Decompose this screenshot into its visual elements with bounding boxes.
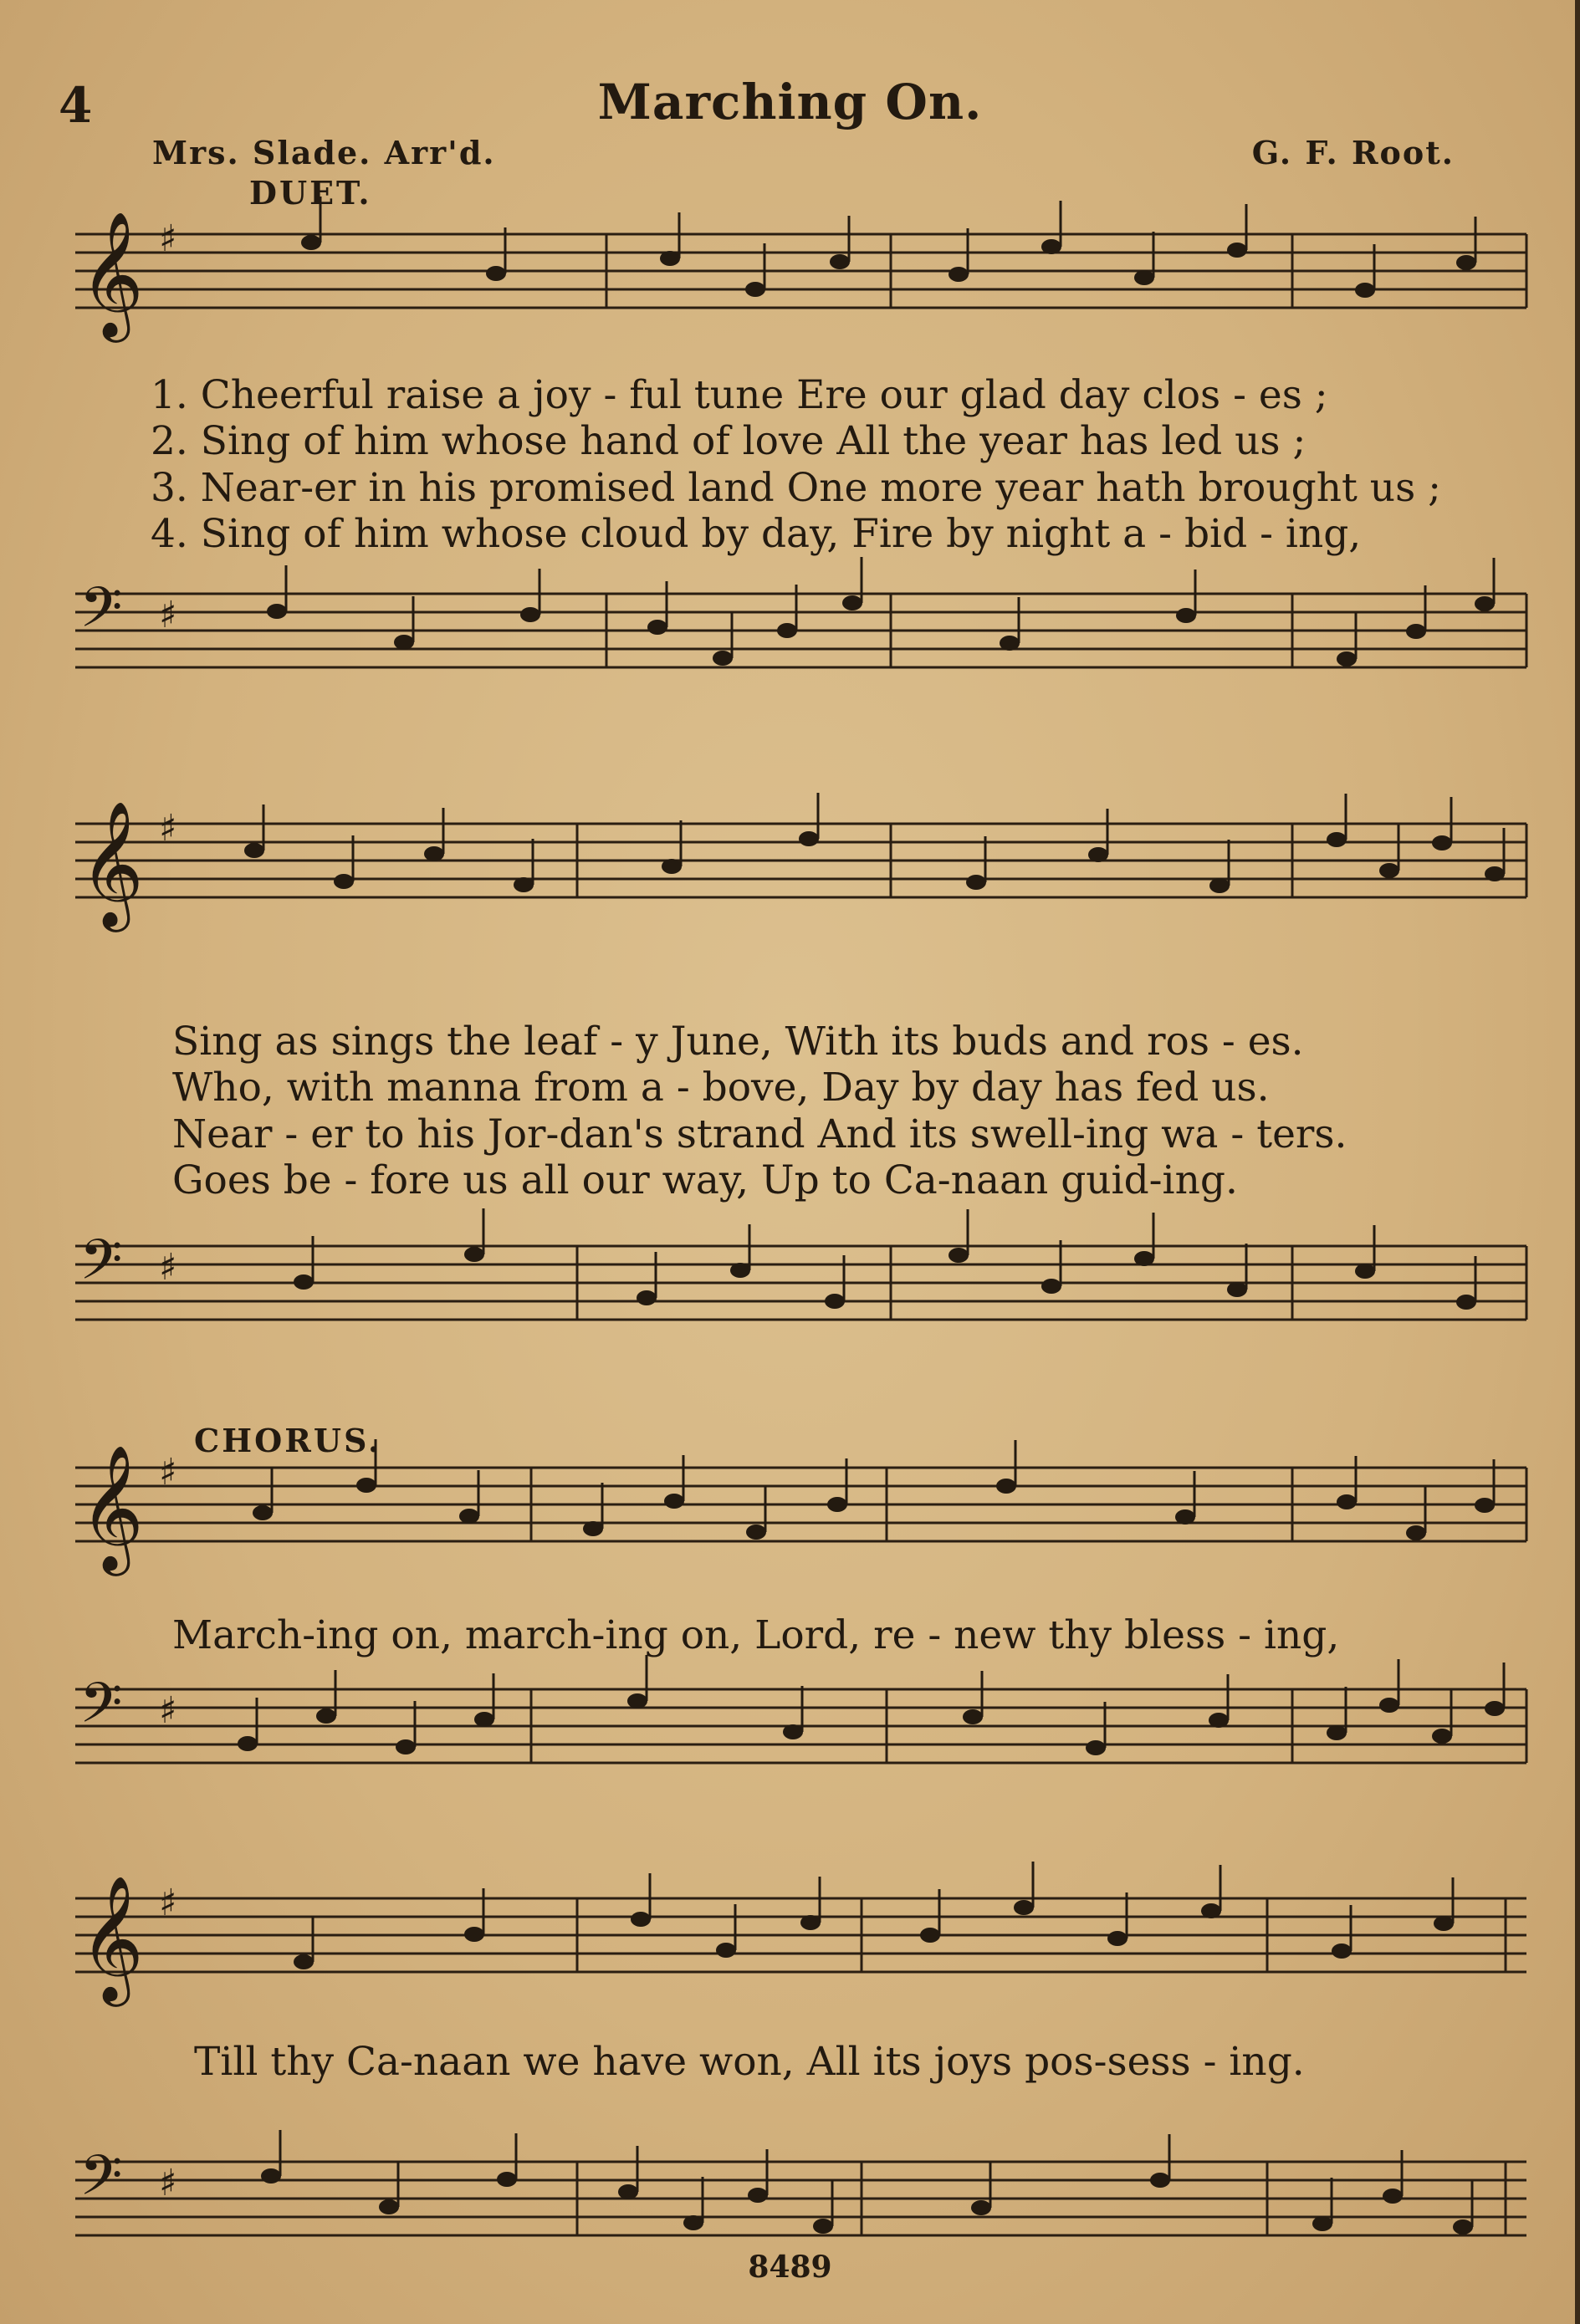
note-head — [683, 2215, 703, 2230]
note-head — [963, 1709, 983, 1724]
note-head — [746, 1525, 766, 1540]
note-head — [827, 1497, 847, 1512]
note-head — [1227, 1282, 1247, 1297]
staff-lines — [75, 1246, 1526, 1320]
note-head — [1485, 866, 1505, 881]
bass-clef-icon: 𝄢 — [79, 1228, 123, 1305]
chorus-label: CHORUS. — [194, 1422, 382, 1459]
note-head — [1485, 1701, 1505, 1716]
note-head — [486, 266, 506, 281]
note-head — [713, 651, 733, 666]
note-head — [730, 1263, 750, 1278]
note-head — [662, 859, 682, 874]
note-head — [1434, 1916, 1454, 1931]
note-head — [1041, 1279, 1061, 1294]
arrangement-note: Arr'd. — [384, 134, 496, 171]
note-head — [813, 2219, 833, 2234]
duet-label: DUET. — [249, 174, 372, 212]
note-head — [464, 1927, 484, 1942]
note-head — [966, 875, 986, 890]
note-head — [637, 1290, 657, 1305]
note-head — [1227, 243, 1247, 258]
note-head — [627, 1693, 647, 1709]
staff-lines — [75, 2162, 1526, 2235]
staff-lines — [75, 594, 1526, 667]
treble-clef-icon: 𝄞 — [79, 1443, 144, 1571]
note-head — [1432, 1729, 1452, 1744]
verse-2-line-2: Who, with manna from a - bove, Day by day has fed us. — [172, 1065, 1270, 1111]
note-head — [1107, 1931, 1127, 1946]
staff-lines — [75, 234, 1526, 308]
page-number: 4 — [59, 77, 93, 134]
note-head — [1379, 863, 1399, 878]
note-head — [1432, 835, 1452, 850]
note-head — [830, 254, 850, 269]
note-head — [1406, 1525, 1426, 1540]
system-1-bass-staff — [0, 577, 1580, 711]
note-head — [745, 282, 765, 297]
note-head — [396, 1739, 416, 1754]
note-head — [1209, 1713, 1229, 1728]
key-signature-sharp-icon: ♯ — [159, 217, 177, 260]
note-head — [1383, 2189, 1403, 2204]
note-head — [1134, 1251, 1154, 1266]
note-head — [1175, 1509, 1195, 1525]
note-head — [1014, 1900, 1034, 1915]
note-head — [1201, 1903, 1221, 1918]
key-signature-sharp-icon: ♯ — [159, 1689, 177, 1732]
note-head — [394, 635, 414, 650]
bass-clef-icon: 𝄢 — [79, 575, 123, 653]
note-head — [1150, 2173, 1170, 2188]
note-head — [316, 1709, 336, 1724]
key-signature-sharp-icon: ♯ — [159, 594, 177, 636]
lyricist-credit — [152, 134, 496, 171]
note-head — [1475, 1498, 1495, 1513]
note-head — [664, 1494, 684, 1509]
note-head — [1453, 2219, 1473, 2235]
note-head — [1355, 283, 1375, 298]
system-3-bass-staff — [0, 1673, 1580, 1806]
verse-1-line-2: Sing as sings the leaf - y June, With its buds and ros - es. — [172, 1019, 1304, 1065]
note-head — [1332, 1943, 1352, 1959]
note-head — [261, 2168, 281, 2184]
note-head — [301, 235, 321, 250]
note-head — [520, 607, 540, 622]
chorus-line-2: Till thy Ca-naan we have won, All its joys pos-sess - ing. — [194, 2039, 1305, 2085]
note-head — [1327, 832, 1347, 847]
verse-4-line-1: 4. Sing of him whose cloud by day, Fire by night a - bid - ing, — [151, 511, 1362, 557]
note-head — [799, 831, 819, 846]
note-head — [949, 1248, 969, 1263]
note-head — [424, 846, 444, 861]
system-1-treble-staff — [0, 210, 1580, 351]
note-head — [1088, 847, 1108, 862]
composer-credit: G. F. Root. — [1251, 134, 1455, 171]
note-head — [356, 1478, 376, 1493]
note-head — [1327, 1725, 1347, 1740]
key-signature-sharp-icon: ♯ — [159, 1882, 177, 1924]
verse-2-line-1: 2. Sing of him whose hand of love All the year has led us ; — [151, 418, 1306, 464]
key-signature-sharp-icon: ♯ — [159, 1246, 177, 1289]
note-head — [783, 1724, 803, 1739]
treble-clef-icon: 𝄞 — [79, 1874, 144, 2001]
staff-lines — [75, 1468, 1526, 1541]
note-head — [238, 1736, 258, 1751]
note-head — [1456, 255, 1476, 270]
note-head — [1312, 2216, 1332, 2231]
chorus-line-1: March-ing on, march-ing on, Lord, re - new thy bless - ing, — [172, 1612, 1340, 1658]
note-head — [660, 251, 680, 266]
note-head — [583, 1521, 603, 1536]
note-head — [253, 1505, 273, 1520]
note-head — [800, 1915, 821, 1930]
note-head — [379, 2199, 399, 2214]
treble-clef-icon: 𝄞 — [79, 210, 144, 337]
note-head — [1337, 651, 1357, 667]
note-head — [971, 2200, 991, 2215]
note-head — [334, 874, 354, 889]
key-signature-sharp-icon: ♯ — [159, 807, 177, 850]
bass-clef-icon: 𝄢 — [79, 2143, 123, 2221]
note-head — [716, 1943, 736, 1958]
note-head — [459, 1509, 479, 1524]
note-head — [777, 623, 797, 638]
key-signature-sharp-icon: ♯ — [159, 1451, 177, 1494]
note-head — [464, 1247, 484, 1262]
verse-1-line-1: 1. Cheerful raise a joy - ful tune Ere our glad day clos - es ; — [151, 372, 1328, 418]
system-3-treble-staff — [0, 1443, 1580, 1585]
note-head — [748, 2188, 768, 2203]
note-head — [1086, 1740, 1106, 1755]
note-head — [1406, 624, 1426, 639]
bass-clef-icon: 𝄢 — [79, 1671, 123, 1749]
system-4-treble-staff — [0, 1874, 1580, 2015]
staff-lines — [75, 1898, 1526, 1972]
note-head — [1337, 1494, 1357, 1509]
note-head — [1456, 1295, 1476, 1310]
note-head — [267, 604, 287, 619]
note-head — [1475, 596, 1495, 611]
note-head — [514, 877, 534, 892]
note-head — [1209, 878, 1230, 893]
verse-3-line-1: 3. Near-er in his promised land One more year hath brought us ; — [151, 465, 1441, 511]
note-head — [1379, 1698, 1399, 1713]
note-head — [618, 2184, 638, 2199]
verse-3-line-2: Near - er to his Jor-dan's strand And its swell-ing wa - ters. — [172, 1111, 1347, 1157]
note-head — [474, 1712, 494, 1727]
note-head — [1041, 239, 1061, 254]
treble-clef-icon: 𝄞 — [79, 799, 144, 927]
note-head — [244, 843, 264, 858]
note-head — [825, 1294, 845, 1309]
note-head — [1176, 608, 1196, 623]
hymn-title: Marching On. — [597, 74, 983, 130]
note-head — [1000, 636, 1020, 651]
note-head — [920, 1928, 940, 1943]
lyricist-name: Mrs. Slade. — [152, 134, 372, 171]
note-head — [1355, 1264, 1375, 1279]
note-head — [497, 2172, 517, 2187]
note-head — [842, 595, 862, 610]
verse-4-line-2: Goes be - fore us all our way, Up to Ca-naan guid-ing. — [172, 1157, 1238, 1203]
plate-number: 8489 — [748, 2250, 832, 2285]
note-head — [996, 1479, 1016, 1494]
note-head — [647, 620, 667, 635]
note-head — [949, 267, 969, 282]
note-head — [294, 1954, 314, 1969]
note-head — [631, 1912, 651, 1927]
key-signature-sharp-icon: ♯ — [159, 2162, 177, 2204]
system-2-treble-staff — [0, 799, 1580, 941]
note-head — [294, 1274, 314, 1290]
system-2-bass-staff — [0, 1229, 1580, 1363]
note-head — [1134, 270, 1154, 285]
